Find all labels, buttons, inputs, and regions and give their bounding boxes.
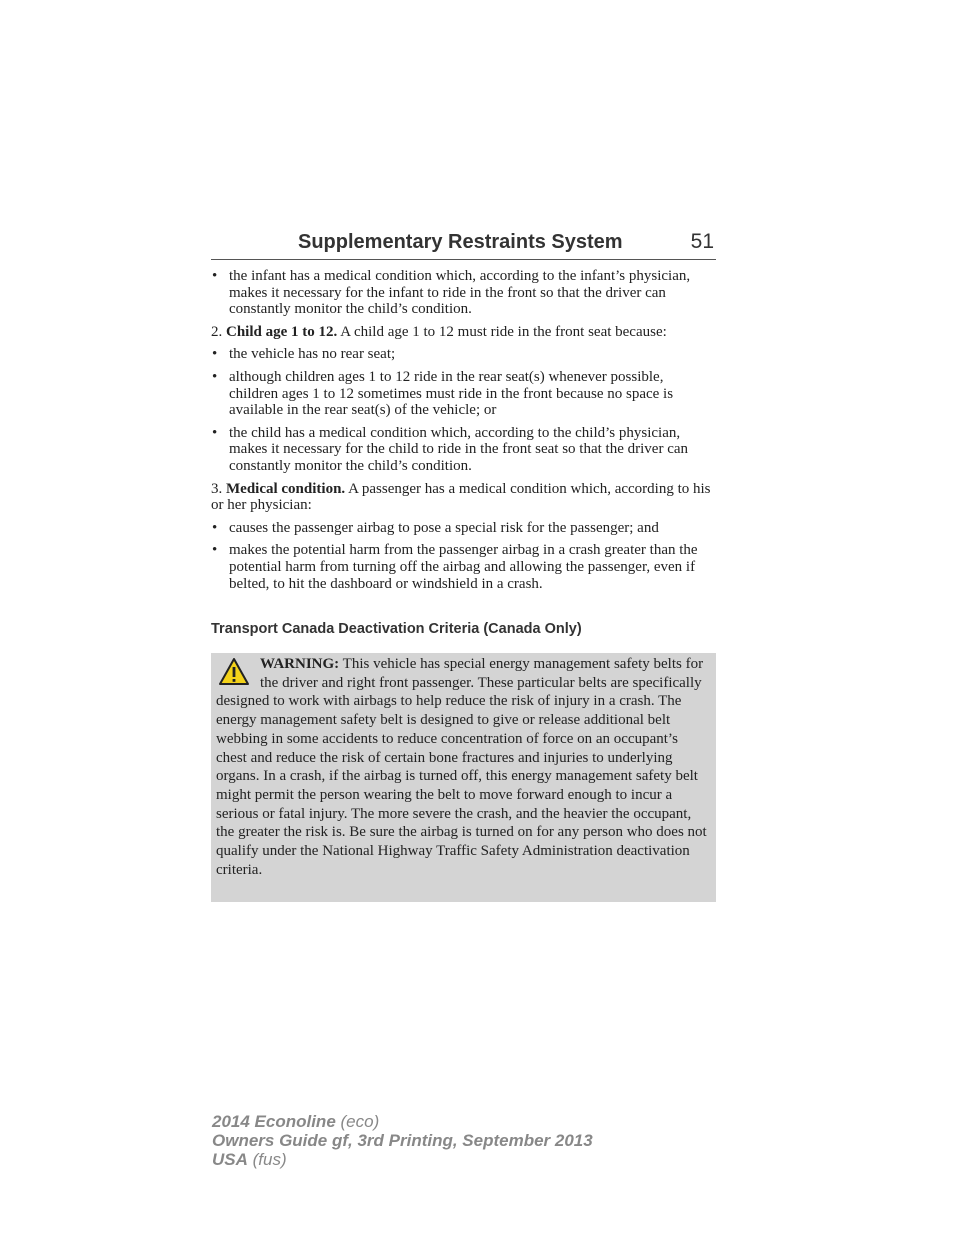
bullet-marker: •: [212, 346, 218, 363]
warning-box: [211, 653, 716, 902]
list-item-text: the vehicle has no rear seat;: [229, 346, 396, 363]
body-content: [211, 268, 716, 598]
item-text: A child age 1 to 12 must ride in the front seat because:: [340, 323, 667, 340]
list-item-text: causes the passenger airbag to pose a special risk for the passenger; and: [229, 519, 659, 536]
numbered-paragraph-3: [211, 481, 716, 514]
list-item-text: although children ages 1 to 12 ride in the rear seat(s) whenever possible, children ages 1 to 12 sometimes must ride in the front because no space is available in the rear seat(s) of the vehicle; or: [229, 368, 674, 419]
footer-region-code: (fus): [252, 1150, 287, 1169]
warning-label: WARNING:: [260, 656, 340, 672]
footer-region: USA: [212, 1150, 248, 1169]
footer-line-2: Owners Guide gf, 3rd Printing, September 2013: [212, 1131, 593, 1150]
footer-model: 2014 Econoline: [212, 1112, 336, 1131]
list-item: [211, 520, 716, 537]
list-item: [211, 425, 716, 475]
item-number: 3.: [211, 480, 223, 497]
page-number: 51: [690, 230, 714, 253]
list-item-text: the infant has a medical condition which, according to the infant’s physician, makes it necessary for the infant to ride in the front so that the driver can constantly monitor the child’s condition.: [229, 268, 691, 318]
page-header: [211, 229, 716, 260]
list-item: [211, 268, 716, 318]
page-footer: [212, 1112, 593, 1169]
list-item-text: the child has a medical condition which, according to the child’s physician, makes it necessary for the child to ride in the front seat so that the driver can constantly monitor the child’s condition.: [229, 424, 689, 474]
bullet-marker: •: [212, 268, 218, 284]
list-item: [211, 346, 716, 363]
footer-model-code: (eco): [340, 1112, 380, 1131]
bullet-marker: •: [212, 542, 218, 559]
footer-line-1: [212, 1112, 593, 1131]
section-heading: Transport Canada Deactivation Criteria (Canada Only): [211, 621, 582, 637]
list-item: [211, 542, 716, 592]
bullet-marker: •: [212, 368, 218, 385]
warning-triangle-icon: [218, 657, 250, 687]
item-number: 2.: [211, 323, 223, 340]
item-label: Child age 1 to 12.: [226, 323, 338, 340]
footer-line-3: [212, 1150, 593, 1169]
bullet-marker: •: [212, 424, 218, 441]
numbered-paragraph-2: [211, 324, 716, 341]
bullet-marker: •: [212, 519, 218, 536]
warning-text: This vehicle has special energy management safety belts for the driver and right front passenger. These particular belts are specifically designed to work with airbags to help reduce the risk of injury in a crash. The energy management safety belt is designed to give or release additional belt webbing in some accidents to reduce concentration of force on an occupant’s chest and reduce the risk of certain bone fractures and injuries to underlying organs. In a crash, if the airbag is turned off, this energy management safety belt might permit the person wearing the belt to move forward enough to incur a serious or fatal injury. The more severe the crash, and the heavier the occupant, the greater the risk is. Be sure the airbag is turned on for any person who does not qualify under the National Highway Traffic Safety Administration deactivation criteria.: [216, 656, 707, 878]
page-title: Supplementary Restraints System: [298, 231, 623, 253]
item-text: A passenger has a medical condition which, according to his or her physician:: [211, 480, 711, 514]
list-item-text: makes the potential harm from the passenger airbag in a crash greater than the potential harm from turning off the airbag and allowing the passenger, even if belted, to hit the dashboard or windshield in a crash.: [229, 542, 698, 592]
list-item: [211, 369, 716, 419]
item-label: Medical condition.: [226, 480, 346, 497]
